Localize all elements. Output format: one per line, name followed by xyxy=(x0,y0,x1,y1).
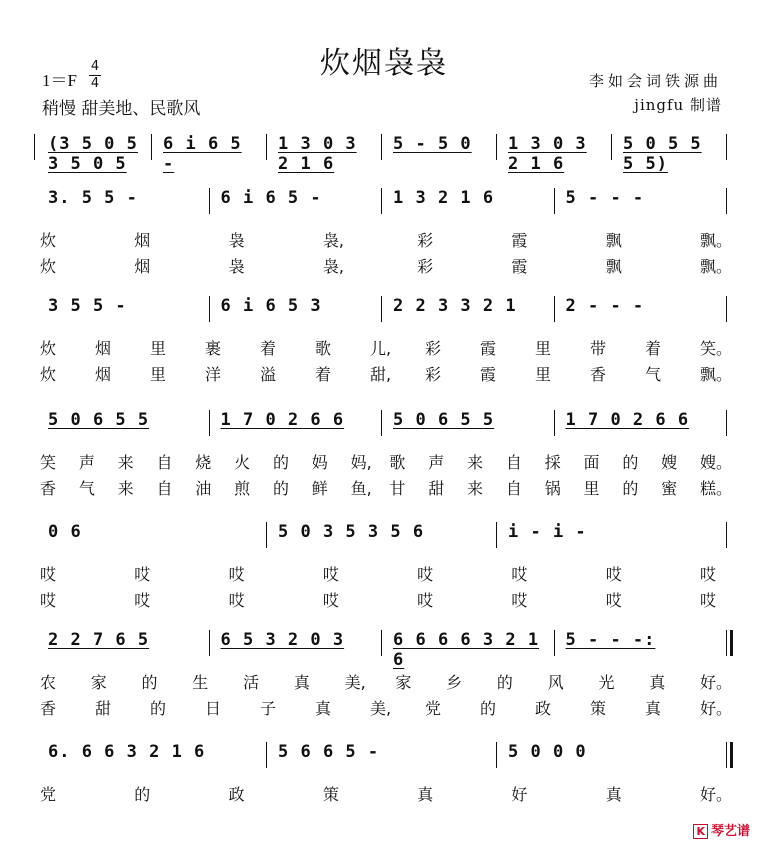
measure-notes: 6 i 6 5 - xyxy=(220,188,322,208)
music-system xyxy=(40,132,730,174)
lyric-syllable: 霞 xyxy=(480,339,497,358)
lyric-syllable: 家 xyxy=(395,673,412,692)
lyric-syllable: 甜 xyxy=(428,479,445,498)
lyrics-verse-2 xyxy=(40,476,733,498)
lyric-syllable: 自 xyxy=(156,453,173,472)
music-system xyxy=(40,628,730,670)
measure-notes: (3 5 0 5 3 5 0 5 xyxy=(48,134,138,174)
bar-line xyxy=(266,134,267,160)
measure-notes: 6 6 6 6 3 2 1 6 xyxy=(393,630,540,670)
lyric-syllable: 飘。 xyxy=(700,231,733,250)
lyric-syllable: 烟 xyxy=(95,365,112,384)
lyric-syllable: 里 xyxy=(150,339,167,358)
lyric-syllable: 哎 xyxy=(700,591,717,610)
lyric-syllable: 油 xyxy=(195,479,212,498)
measure-notes: 2 2 3 3 2 1 xyxy=(393,296,517,316)
bar-line xyxy=(554,630,555,656)
arranger-credit: jingfu 制谱 xyxy=(634,96,722,114)
lyric-syllable: 哎 xyxy=(40,591,57,610)
measure-notes: 5 0 0 0 xyxy=(508,742,587,762)
lyric-syllable: 霞 xyxy=(511,257,528,276)
bar-line xyxy=(209,296,210,322)
lyric-syllable: 袅, xyxy=(322,231,344,250)
time-denominator: 4 xyxy=(90,76,100,91)
lyric-syllable: 香 xyxy=(590,365,607,384)
lyric-syllable: 甘 xyxy=(389,479,406,498)
lyric-syllable: 哎 xyxy=(228,591,245,610)
lyric-syllable: 美, xyxy=(370,699,392,718)
lyrics-verse-2 xyxy=(40,588,730,610)
lyric-syllable: 哎 xyxy=(700,565,717,584)
lyric-syllable: 飘。 xyxy=(700,365,733,384)
lyric-syllable: 甜, xyxy=(370,365,392,384)
lyric-syllable: 的 xyxy=(272,453,289,472)
lyric-syllable: 面 xyxy=(583,453,600,472)
lyric-syllable: 着 xyxy=(645,339,662,358)
lyric-syllable: 哎 xyxy=(417,591,434,610)
bar-line xyxy=(611,134,612,160)
bar-line xyxy=(381,296,382,322)
bar-line xyxy=(726,410,727,436)
bar-line xyxy=(209,630,210,656)
measure-notes: 5 - - - xyxy=(565,188,645,208)
lyric-syllable: 好。 xyxy=(700,785,733,804)
bar-line xyxy=(381,630,382,656)
lyric-syllable: 的 xyxy=(622,479,639,498)
lyric-syllable: 乡 xyxy=(446,673,463,692)
measure-notes: 1 7 0 2 6 6 xyxy=(565,410,690,430)
bar-line xyxy=(381,410,382,436)
lyric-syllable: 气 xyxy=(645,365,662,384)
lyric-syllable: 彩 xyxy=(417,257,434,276)
bar-line xyxy=(554,410,555,436)
lyric-syllable: 霞 xyxy=(511,231,528,250)
lyric-syllable: 哎 xyxy=(322,591,339,610)
measure-notes: 3. 5 5 - xyxy=(48,188,138,208)
lyric-syllable: 袅 xyxy=(228,231,245,250)
lyric-syllable: 歌 xyxy=(315,339,332,358)
lyric-syllable: 溢 xyxy=(260,365,277,384)
measure-notes: 5 - 5 0 xyxy=(393,134,472,154)
lyrics-verse-2 xyxy=(40,362,733,384)
measure-notes: 5 0 3 5 3 5 6 xyxy=(278,522,425,542)
measure-notes: 0 6 xyxy=(48,522,82,542)
lyric-syllable: 着 xyxy=(315,365,332,384)
lyric-syllable: 真 xyxy=(645,699,662,718)
lyric-syllable: 的 xyxy=(496,673,513,692)
lyric-syllable: 的 xyxy=(622,453,639,472)
lyric-syllable: 带 xyxy=(590,339,607,358)
lyric-syllable: 彩 xyxy=(425,339,442,358)
measure-notes: 5 0 6 5 5 xyxy=(48,410,150,430)
lyric-syllable: 好。 xyxy=(700,673,733,692)
measure-notes: 2 2 7 6 5 xyxy=(48,630,150,650)
lyric-syllable: 哎 xyxy=(228,565,245,584)
lyric-syllable: 香 xyxy=(40,479,57,498)
lyric-syllable: 炊 xyxy=(40,231,57,250)
watermark-text: 琴艺谱 xyxy=(710,824,750,839)
lyric-syllable: 烟 xyxy=(134,231,151,250)
lyric-syllable: 香 xyxy=(40,699,57,718)
lyric-syllable: 飘 xyxy=(605,257,622,276)
lyric-syllable: 糕。 xyxy=(700,479,733,498)
bar-line xyxy=(726,522,727,548)
lyric-syllable: 里 xyxy=(150,365,167,384)
lyric-syllable: 党 xyxy=(425,699,442,718)
lyric-syllable: 的 xyxy=(272,479,289,498)
lyric-syllable: 来 xyxy=(467,479,484,498)
lyric-syllable: 妈 xyxy=(311,453,328,472)
lyric-syllable: 鲜 xyxy=(311,479,328,498)
measure-notes: 5 - - -: xyxy=(565,630,656,650)
lyric-syllable: 的 xyxy=(134,785,151,804)
bar-line xyxy=(554,296,555,322)
lyric-syllable: 彩 xyxy=(425,365,442,384)
lyric-syllable: 自 xyxy=(156,479,173,498)
lyric-syllable: 里 xyxy=(583,479,600,498)
lyric-syllable: 鱼, xyxy=(350,479,372,498)
lyric-syllable: 声 xyxy=(428,453,445,472)
lyric-syllable: 儿, xyxy=(370,339,392,358)
lyric-syllable: 真 xyxy=(417,785,434,804)
lyric-syllable: 烧 xyxy=(195,453,212,472)
bar-line xyxy=(726,630,727,656)
lyric-syllable: 炊 xyxy=(40,257,57,276)
bar-line xyxy=(726,742,727,768)
lyric-syllable: 甜 xyxy=(95,699,112,718)
song-title: 炊烟袅袅 xyxy=(320,46,448,81)
lyric-syllable: 彩 xyxy=(417,231,434,250)
lyric-syllable: 的 xyxy=(141,673,158,692)
lyric-syllable: 妈, xyxy=(350,453,372,472)
lyrics-verse-2 xyxy=(40,254,733,276)
lyric-syllable: 的 xyxy=(150,699,167,718)
lyric-syllable: 来 xyxy=(117,479,134,498)
lyric-syllable: 煎 xyxy=(234,479,251,498)
bar-line xyxy=(209,410,210,436)
measure-notes: 5 0 5 5 5 5) xyxy=(623,134,702,174)
bar-line xyxy=(726,188,727,214)
measure-notes: 6 i 6 5 - xyxy=(163,134,242,174)
bar-line xyxy=(34,134,35,160)
lyric-syllable: 政 xyxy=(228,785,245,804)
lyric-syllable: 里 xyxy=(535,365,552,384)
lyric-syllable: 自 xyxy=(505,479,522,498)
time-numerator: 4 xyxy=(90,59,100,74)
lyric-syllable: 声 xyxy=(78,453,95,472)
lyric-syllable: 蜜 xyxy=(661,479,678,498)
lyric-syllable: 袅 xyxy=(228,257,245,276)
bar-line xyxy=(496,134,497,160)
bar-line xyxy=(496,522,497,548)
lyric-syllable: 家 xyxy=(90,673,107,692)
measure-notes: i - i - xyxy=(508,522,587,542)
bar-line xyxy=(554,188,555,214)
bar-line xyxy=(726,134,727,160)
lyric-syllable: 来 xyxy=(467,453,484,472)
measure-notes: 1 3 2 1 6 xyxy=(393,188,495,208)
lyric-syllable: 哎 xyxy=(511,591,528,610)
bar-line xyxy=(209,188,210,214)
lyric-syllable: 气 xyxy=(78,479,95,498)
lyric-syllable: 的 xyxy=(480,699,497,718)
lyric-syllable: 袅, xyxy=(322,257,344,276)
lyric-syllable: 哎 xyxy=(134,591,151,610)
lyric-syllable: 策 xyxy=(590,699,607,718)
lyric-syllable: 来 xyxy=(117,453,134,472)
bar-line xyxy=(266,742,267,768)
lyric-syllable: 哎 xyxy=(417,565,434,584)
lyric-syllable: 嫂 xyxy=(661,453,678,472)
lyric-syllable: 飘 xyxy=(605,231,622,250)
lyrics-verse-1 xyxy=(40,450,733,472)
lyric-syllable: 锅 xyxy=(544,479,561,498)
lyric-syllable: 嫂。 xyxy=(700,453,733,472)
lyrics-verse-2 xyxy=(40,696,733,718)
lyric-syllable: 日 xyxy=(205,699,222,718)
lyric-syllable: 火 xyxy=(234,453,251,472)
lyric-syllable: 笑 xyxy=(40,453,57,472)
lyric-syllable: 生 xyxy=(192,673,209,692)
bar-line xyxy=(151,134,152,160)
lyric-syllable: 採 xyxy=(544,453,561,472)
lyric-syllable: 哎 xyxy=(605,591,622,610)
lyric-syllable: 党 xyxy=(40,785,57,804)
lyric-syllable: 自 xyxy=(505,453,522,472)
lyric-syllable: 真 xyxy=(293,673,310,692)
music-system xyxy=(40,294,730,330)
bar-line xyxy=(726,296,727,322)
lyrics-verse-1 xyxy=(40,782,733,804)
bar-line xyxy=(381,134,382,160)
measure-notes: 6 i 6 5 3 xyxy=(220,296,322,316)
bar-line xyxy=(266,522,267,548)
lyric-syllable: 真 xyxy=(315,699,332,718)
lyric-syllable: 哎 xyxy=(322,565,339,584)
lyric-syllable: 哎 xyxy=(511,565,528,584)
lyric-syllable: 美, xyxy=(344,673,366,692)
lyrics-verse-1 xyxy=(40,670,733,692)
lyric-syllable: 活 xyxy=(243,673,260,692)
lyrics-verse-1 xyxy=(40,228,733,250)
measure-notes: 5 0 6 5 5 xyxy=(393,410,495,430)
lyric-syllable: 里 xyxy=(535,339,552,358)
lyric-syllable: 歌 xyxy=(389,453,406,472)
bar-line xyxy=(496,742,497,768)
lyric-syllable: 着 xyxy=(260,339,277,358)
lyric-syllable: 好 xyxy=(511,785,528,804)
lyric-syllable: 炊 xyxy=(40,339,57,358)
lyrics-verse-1 xyxy=(40,562,730,584)
lyric-syllable: 真 xyxy=(649,673,666,692)
watermark-logo: K 琴艺谱 xyxy=(693,820,750,839)
measure-notes: 1 3 0 3 2 1 6 xyxy=(278,134,357,174)
measure-notes: 6 5 3 2 0 3 xyxy=(220,630,345,650)
lyric-syllable: 笑。 xyxy=(700,339,733,358)
lyric-syllable: 真 xyxy=(605,785,622,804)
lyric-syllable: 好。 xyxy=(700,699,733,718)
music-system xyxy=(40,408,730,444)
lyrics-verse-1 xyxy=(40,336,733,358)
composer-credit: 李如会词铁源曲 xyxy=(588,72,722,90)
lyric-syllable: 哎 xyxy=(134,565,151,584)
bar-line xyxy=(381,188,382,214)
measure-notes: 6. 6 6 3 2 1 6 xyxy=(48,742,206,762)
lyric-syllable: 炊 xyxy=(40,365,57,384)
lyric-syllable: 哎 xyxy=(605,565,622,584)
measure-notes: 2 - - - xyxy=(565,296,645,316)
measure-notes: 3 5 5 - xyxy=(48,296,127,316)
lyric-syllable: 哎 xyxy=(40,565,57,584)
music-system xyxy=(40,186,730,222)
lyric-syllable: 光 xyxy=(598,673,615,692)
measure-notes: 1 3 0 3 2 1 6 xyxy=(508,134,587,174)
lyric-syllable: 霞 xyxy=(480,365,497,384)
time-signature xyxy=(88,58,102,92)
music-system xyxy=(40,520,730,556)
lyric-syllable: 风 xyxy=(547,673,564,692)
lyric-syllable: 政 xyxy=(535,699,552,718)
lyric-syllable: 洋 xyxy=(205,365,222,384)
music-system xyxy=(40,740,730,776)
lyric-syllable: 子 xyxy=(260,699,277,718)
measure-notes: 5 6 6 5 - xyxy=(278,742,380,762)
key-signature: 1＝F xyxy=(42,71,77,90)
lyric-syllable: 烟 xyxy=(95,339,112,358)
lyric-syllable: 飘。 xyxy=(700,257,733,276)
tempo-marking: 稍慢 甜美地、民歌风 xyxy=(42,99,201,119)
lyric-syllable: 农 xyxy=(40,673,57,692)
lyric-syllable: 裹 xyxy=(205,339,222,358)
lyric-syllable: 烟 xyxy=(134,257,151,276)
measure-notes: 1 7 0 2 6 6 xyxy=(220,410,345,430)
lyric-syllable: 策 xyxy=(322,785,339,804)
